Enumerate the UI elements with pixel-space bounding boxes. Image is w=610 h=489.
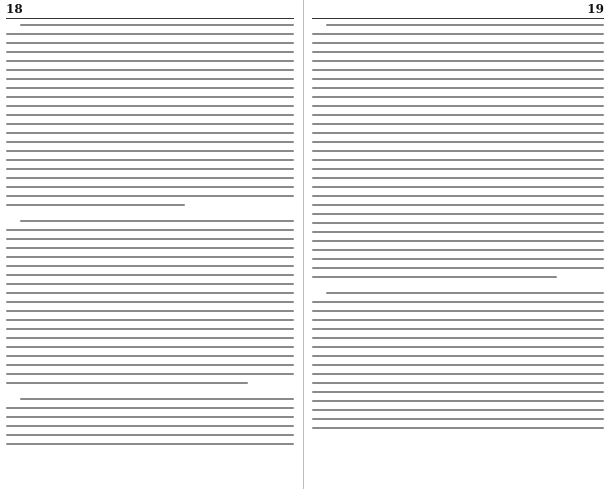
text-line	[6, 443, 294, 445]
text-line	[6, 337, 294, 339]
text-line	[312, 391, 604, 393]
text-line	[312, 42, 604, 44]
text-line	[6, 364, 294, 366]
text-line	[6, 274, 294, 276]
text-line	[6, 42, 294, 44]
text-line	[6, 159, 294, 161]
right-page	[306, 0, 610, 489]
text-line	[312, 114, 604, 116]
text-line	[6, 328, 294, 330]
text-line	[6, 283, 294, 285]
text-line	[6, 177, 294, 179]
text-line	[312, 33, 604, 35]
text-line	[312, 382, 604, 384]
text-line	[312, 87, 604, 89]
text-line	[6, 51, 294, 53]
text-line	[6, 355, 294, 357]
text-line	[312, 409, 604, 411]
text-line	[312, 240, 604, 242]
text-line	[312, 159, 604, 161]
text-line	[312, 78, 604, 80]
text-line	[6, 132, 294, 134]
text-line	[312, 418, 604, 420]
text-line	[6, 416, 294, 418]
text-line	[312, 301, 604, 303]
text-line	[6, 238, 294, 240]
text-line	[20, 24, 294, 26]
right-page-number: 19	[587, 2, 604, 16]
text-line	[6, 186, 294, 188]
text-line	[6, 78, 294, 80]
text-line	[312, 105, 604, 107]
text-line	[6, 114, 294, 116]
text-line	[312, 355, 604, 357]
text-line	[6, 87, 294, 89]
text-line	[312, 60, 604, 62]
text-line	[6, 319, 294, 321]
text-line	[312, 319, 604, 321]
text-line	[312, 400, 604, 402]
text-line	[6, 247, 294, 249]
text-line	[6, 123, 294, 125]
text-line	[6, 434, 294, 436]
text-line	[312, 258, 604, 260]
text-line	[312, 267, 604, 269]
text-line	[6, 265, 294, 267]
right-page-header	[312, 2, 604, 19]
left-page-number: 18	[6, 2, 23, 16]
text-line	[312, 141, 604, 143]
text-line	[6, 382, 248, 384]
text-line	[6, 195, 294, 197]
text-line	[6, 301, 294, 303]
text-line	[312, 51, 604, 53]
text-line	[312, 150, 604, 152]
text-line	[6, 310, 294, 312]
text-line	[20, 398, 294, 400]
text-line	[312, 231, 604, 233]
text-line	[312, 427, 604, 429]
text-line	[6, 407, 294, 409]
text-line	[312, 69, 604, 71]
text-line	[326, 24, 604, 26]
text-line	[6, 150, 294, 152]
text-line	[312, 346, 604, 348]
text-line	[312, 168, 604, 170]
text-line	[20, 220, 294, 222]
right-page-body	[312, 24, 604, 429]
text-line	[6, 141, 294, 143]
text-line	[312, 96, 604, 98]
text-line	[312, 186, 604, 188]
text-line	[326, 292, 604, 294]
text-line	[312, 123, 604, 125]
text-line	[6, 96, 294, 98]
text-line	[6, 346, 294, 348]
text-line	[312, 204, 604, 206]
text-line	[6, 60, 294, 62]
text-line	[312, 222, 604, 224]
left-page-body	[6, 24, 294, 445]
text-line	[312, 213, 604, 215]
text-line	[6, 292, 294, 294]
text-line	[6, 204, 185, 206]
text-line	[6, 105, 294, 107]
text-line	[6, 425, 294, 427]
left-page-header	[6, 2, 294, 19]
text-line	[312, 373, 604, 375]
left-page	[0, 0, 300, 489]
text-line	[312, 195, 604, 197]
text-line	[6, 373, 294, 375]
text-line	[6, 33, 294, 35]
text-line	[312, 310, 604, 312]
text-line	[312, 249, 604, 251]
text-line	[312, 276, 557, 278]
text-line	[312, 337, 604, 339]
text-line	[312, 132, 604, 134]
text-line	[6, 229, 294, 231]
text-line	[312, 364, 604, 366]
text-line	[312, 328, 604, 330]
text-line	[6, 256, 294, 258]
text-line	[6, 168, 294, 170]
text-line	[6, 69, 294, 71]
book-gutter	[303, 0, 304, 489]
text-line	[312, 177, 604, 179]
